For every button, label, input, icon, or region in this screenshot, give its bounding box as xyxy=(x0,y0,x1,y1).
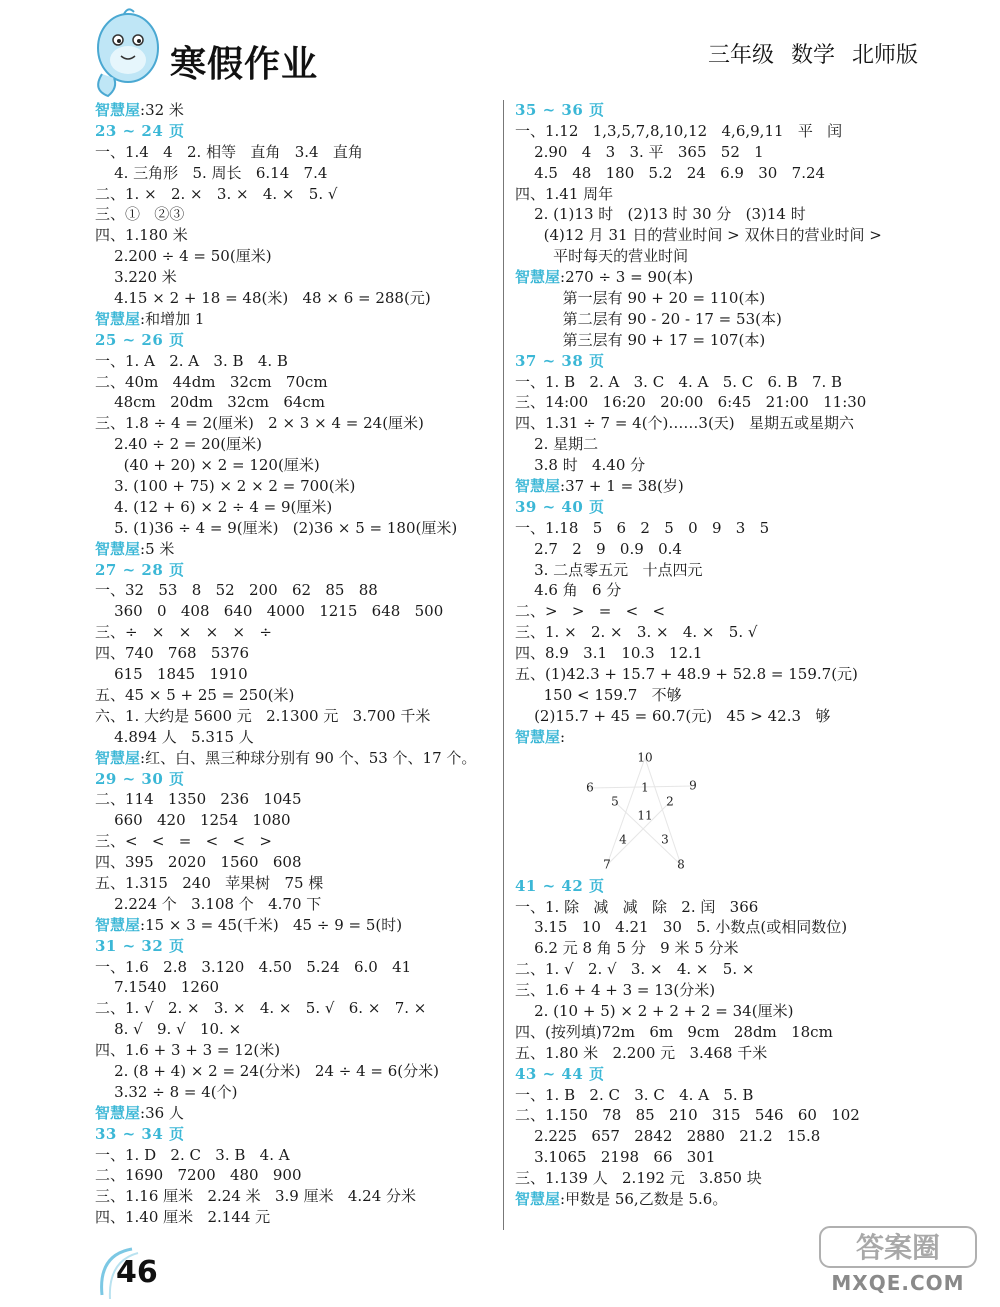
wisdom-house-answer: :36 人 xyxy=(140,1103,184,1122)
answer-line: 三、14:00 16:20 20:00 6:45 21:00 11:30 xyxy=(515,393,867,412)
wisdom-house-line xyxy=(95,100,495,121)
answer-line: 3. 二点零五元 十点四元 xyxy=(515,560,703,579)
page-range-text: 39 ~ 40 页 xyxy=(515,497,605,516)
answer-line: 一、1.4 4 2. 相等 直角 3.4 直角 xyxy=(95,142,363,161)
wisdom-house-label: 智慧屋 xyxy=(95,915,141,934)
answer-line: 三、1.8 ÷ 4 = 2(厘米) 2 × 3 × 4 = 24(厘米) xyxy=(95,414,424,433)
answer-line: 四、1.40 厘米 2.144 元 xyxy=(95,1208,271,1227)
star-node-number: 11 xyxy=(637,808,653,823)
wisdom-house-answer: : xyxy=(560,727,566,746)
wisdom-house-label: 智慧屋 xyxy=(95,101,141,119)
answer-line: 二、1. √ 2. × 3. × 4. × 5. √ 6. × 7. × xyxy=(95,999,427,1018)
answer-line: 二、> > = < < xyxy=(515,602,666,621)
star-node-number: 1 xyxy=(641,780,649,795)
answer-line: 3.15 10 4.21 30 5. 小数点(或相同数位) xyxy=(515,918,848,937)
answer-line: 4.5 48 180 5.2 24 6.9 30 7.24 xyxy=(515,163,826,182)
answer-line: 2. 星期二 xyxy=(515,435,599,454)
answer-line: 第三层有 90 + 17 = 107(本) xyxy=(515,330,766,349)
answer-line: 四、(按列填)72m 6m 9cm 28dm 18cm xyxy=(515,1022,833,1041)
answer-line: 3.220 米 xyxy=(95,268,177,287)
answers-right-column xyxy=(515,100,935,1210)
answer-line: 五、45 × 5 + 25 = 250(米) xyxy=(95,685,295,704)
answer-line: 3.32 ÷ 8 = 4(个) xyxy=(95,1082,238,1101)
wisdom-house-line xyxy=(515,267,935,288)
star-diagram-svg xyxy=(515,748,935,876)
page-number: 46 xyxy=(116,1255,158,1290)
answer-line: 48cm 20dm 32cm 64cm xyxy=(95,393,326,412)
page-range-text: 33 ~ 34 页 xyxy=(95,1124,185,1143)
wisdom-house-label: 智慧屋 xyxy=(515,477,561,496)
page-range-text: 31 ~ 32 页 xyxy=(95,936,185,955)
page-range-text: 23 ~ 24 页 xyxy=(95,121,185,140)
answer-line: 2.225 657 2842 2880 21.2 15.8 xyxy=(515,1127,821,1146)
answer-line: 四、740 768 5376 xyxy=(95,644,250,663)
wisdom-house-line xyxy=(515,476,935,497)
page-range-text: 41 ~ 42 页 xyxy=(515,876,605,895)
edition-label: 北师版 xyxy=(852,43,919,68)
answer-line: 3. (100 + 75) × 2 × 2 = 700(米) xyxy=(95,477,356,496)
answer-line: 6.2 元 8 角 5 分 9 米 5 分米 xyxy=(515,939,739,958)
answer-line: 三、< < = < < > xyxy=(95,832,272,851)
answer-line: 二、1. × 2. × 3. × 4. × 5. √ xyxy=(95,184,338,203)
answer-line: 二、1.150 78 85 210 315 546 60 102 xyxy=(515,1106,860,1125)
star-node-number: 3 xyxy=(661,832,669,847)
answer-line: (40 + 20) × 2 = 120(厘米) xyxy=(95,456,320,475)
answer-line: 六、1. 大约是 5600 元 2.1300 元 3.700 千米 xyxy=(95,706,431,725)
wisdom-house-label: 智慧屋 xyxy=(515,1189,561,1208)
wisdom-house-answer: :和增加 1 xyxy=(140,309,205,328)
answer-line: 四、1.180 米 xyxy=(95,226,188,245)
page-range-heading xyxy=(95,769,495,790)
grade-label: 三年级 xyxy=(708,43,775,68)
wisdom-house-line xyxy=(515,1189,935,1210)
answer-line: 二、114 1350 236 1045 xyxy=(95,790,302,809)
answer-line: 150 < 159.7 不够 xyxy=(515,685,682,704)
page-range-heading xyxy=(515,497,935,518)
wisdom-house-answer: :甲数是 56,乙数是 5.6。 xyxy=(560,1189,728,1208)
page-range-heading xyxy=(515,351,935,372)
answer-line: 4. (12 + 6) × 2 ÷ 4 = 9(厘米) xyxy=(95,497,333,516)
answer-line: 二、1. √ 2. √ 3. × 4. × 5. × xyxy=(515,960,755,979)
answer-line: 2. (1)13 时 (2)13 时 30 分 (3)14 时 xyxy=(515,205,806,224)
page-range-text: 37 ~ 38 页 xyxy=(515,351,605,370)
book-title: 寒假作业 xyxy=(170,43,319,85)
grade-subject-edition xyxy=(708,38,928,69)
page-range-text: 25 ~ 26 页 xyxy=(95,330,185,349)
wisdom-house-label: 智慧屋 xyxy=(95,1103,141,1122)
answer-line: 五、1.80 米 2.200 元 3.468 千米 xyxy=(515,1043,768,1062)
answer-line: 8. √ 9. √ 10. × xyxy=(95,1020,242,1039)
page-range-heading xyxy=(95,1124,495,1145)
answer-line: 3.8 时 4.40 分 xyxy=(515,456,646,475)
wisdom-house-answer: :5 米 xyxy=(140,539,175,558)
watermark xyxy=(818,1223,978,1295)
page-range-heading xyxy=(95,936,495,957)
page-range-heading xyxy=(515,100,935,121)
page-range-text: 43 ~ 44 页 xyxy=(515,1064,605,1083)
wisdom-house-label: 智慧屋 xyxy=(95,539,141,558)
answer-line: 三、1.139 人 2.192 元 3.850 块 xyxy=(515,1169,762,1188)
answer-line: (2)15.7 + 45 = 60.7(元) 45 > 42.3 够 xyxy=(515,706,831,725)
answer-line: 615 1845 1910 xyxy=(95,665,248,684)
answer-line: 2. (8 + 4) × 2 = 24(分米) 24 ÷ 4 = 6(分米) xyxy=(95,1061,439,1080)
page-range-heading xyxy=(95,121,495,142)
answer-line: 2.40 ÷ 2 = 20(厘米) xyxy=(95,435,263,454)
star-node-number: 4 xyxy=(619,832,627,847)
answer-line: (4)12 月 31 日的营业时间 > 双休日的营业时间 > xyxy=(515,226,882,245)
page-range-text: 27 ~ 28 页 xyxy=(95,560,185,579)
wisdom-house-line xyxy=(95,1103,495,1124)
page-number-badge xyxy=(92,1245,172,1305)
wisdom-house-label: 智慧屋 xyxy=(95,309,141,328)
star-node-number: 8 xyxy=(677,857,685,872)
star-node-number: 7 xyxy=(603,857,611,872)
star-node-number: 2 xyxy=(666,794,674,809)
wisdom-house-answer: :32 米 xyxy=(140,101,184,119)
star-node-number: 5 xyxy=(611,794,619,809)
star-node-number: 10 xyxy=(637,750,653,765)
answer-line: 四、1.41 周年 xyxy=(515,184,614,203)
answer-line: 660 420 1254 1080 xyxy=(95,811,291,830)
answer-line: 2.90 4 3 3. 平 365 52 1 xyxy=(515,142,764,161)
answer-line: 2.224 个 3.108 个 4.70 下 xyxy=(95,894,322,913)
answer-line: 4.15 × 2 + 18 = 48(米) 48 × 6 = 288(元) xyxy=(95,289,431,308)
wisdom-house-line xyxy=(515,727,935,748)
answer-line: 四、395 2020 1560 608 xyxy=(95,853,302,872)
answer-line: 平时每天的营业时间 xyxy=(515,247,689,266)
answer-line: 4.894 人 5.315 人 xyxy=(95,727,254,746)
answer-line: 二、1690 7200 480 900 xyxy=(95,1166,302,1185)
answer-line: 三、1.16 厘米 2.24 米 3.9 厘米 4.24 分米 xyxy=(95,1187,417,1206)
number-star-diagram xyxy=(515,748,935,876)
wisdom-house-label: 智慧屋 xyxy=(515,727,561,746)
wisdom-house-answer: :红、白、黑三种球分别有 90 个、53 个、17 个。 xyxy=(140,748,477,767)
wisdom-house-label: 智慧屋 xyxy=(95,748,141,767)
answer-line: 五、1.315 240 苹果树 75 棵 xyxy=(95,873,324,892)
answer-line: 第二层有 90 - 20 - 17 = 53(本) xyxy=(515,309,782,328)
page-range-heading xyxy=(95,330,495,351)
wisdom-house-answer: :37 + 1 = 38(岁) xyxy=(560,477,684,496)
page-range-heading xyxy=(95,560,495,581)
page-range-heading xyxy=(515,876,935,897)
answer-line: 四、8.9 3.1 10.3 12.1 xyxy=(515,644,703,663)
answer-line: 4.6 角 6 分 xyxy=(515,581,622,600)
answer-line: 一、1. B 2. C 3. C 4. A 5. B xyxy=(515,1085,754,1104)
star-node-number: 6 xyxy=(586,780,594,795)
answer-line: 一、1.6 2.8 3.120 4.50 5.24 6.0 41 xyxy=(95,957,412,976)
watermark-logo-text: 答案圈 xyxy=(855,1231,941,1264)
page-header xyxy=(0,0,1000,108)
wisdom-house-line xyxy=(95,748,495,769)
answer-line: 四、1.6 + 3 + 3 = 12(米) xyxy=(95,1041,281,1060)
wisdom-house-answer: :270 ÷ 3 = 90(本) xyxy=(560,268,694,287)
answer-line: 一、1.12 1,3,5,7,8,10,12 4,6,9,11 平 闰 xyxy=(515,121,843,140)
wisdom-house-line xyxy=(95,309,495,330)
answer-line: 一、1. B 2. A 3. C 4. A 5. C 6. B 7. B xyxy=(515,372,843,391)
answer-line: 三、1. × 2. × 3. × 4. × 5. √ xyxy=(515,623,758,642)
answer-line: 4. 三角形 5. 周长 6.14 7.4 xyxy=(95,163,328,182)
watermark-logo xyxy=(818,1223,978,1271)
answer-line: 一、1. 除 减 减 除 2. 闰 366 xyxy=(515,897,759,916)
answers-left-column xyxy=(95,100,495,1228)
page-range-text: 29 ~ 30 页 xyxy=(95,769,185,788)
answer-line: 四、1.31 ÷ 7 = 4(个)……3(天) 星期五或星期六 xyxy=(515,414,854,433)
answer-line: 五、(1)42.3 + 15.7 + 48.9 + 52.8 = 159.7(元) xyxy=(515,665,858,684)
answer-line: 2. (10 + 5) × 2 + 2 + 2 = 34(厘米) xyxy=(515,1001,794,1020)
wisdom-house-line xyxy=(95,915,495,936)
answer-line: 7.1540 1260 xyxy=(95,978,220,997)
star-node-number: 9 xyxy=(689,778,697,793)
answer-line: 三、1.6 + 4 + 3 = 13(分米) xyxy=(515,981,716,1000)
answer-line: 5. (1)36 ÷ 4 = 9(厘米) (2)36 × 5 = 180(厘米) xyxy=(95,518,458,537)
subject-label: 数学 xyxy=(791,43,836,68)
dolphin-mascot-icon xyxy=(88,4,168,100)
answer-line: 三、① ②③ xyxy=(95,205,185,224)
answer-line: 3.1065 2198 66 301 xyxy=(515,1148,716,1167)
column-divider xyxy=(503,100,504,1230)
answer-line: 2.7 2 9 0.9 0.4 xyxy=(515,539,682,558)
answer-line: 第一层有 90 + 20 = 110(本) xyxy=(515,289,766,308)
answer-line: 360 0 408 640 4000 1215 648 500 xyxy=(95,602,444,621)
page-range-heading xyxy=(515,1064,935,1085)
answer-line: 一、32 53 8 52 200 62 85 88 xyxy=(95,581,378,600)
answer-line: 一、1. D 2. C 3. B 4. A xyxy=(95,1145,290,1164)
wisdom-house-line xyxy=(95,539,495,560)
answer-line: 二、40m 44dm 32cm 70cm xyxy=(95,372,328,391)
answer-line: 一、1. A 2. A 3. B 4. B xyxy=(95,351,288,370)
wisdom-house-label: 智慧屋 xyxy=(515,268,561,287)
wisdom-house-answer: :15 × 3 = 45(千米) 45 ÷ 9 = 5(时) xyxy=(140,915,403,934)
watermark-url: MXQE.COM xyxy=(831,1271,965,1295)
page-range-text: 35 ~ 36 页 xyxy=(515,101,605,119)
answer-line: 2.200 ÷ 4 = 50(厘米) xyxy=(95,247,272,266)
answer-line: 三、÷ × × × × ÷ xyxy=(95,623,272,642)
answer-line: 一、1.18 5 6 2 5 0 9 3 5 xyxy=(515,518,770,537)
